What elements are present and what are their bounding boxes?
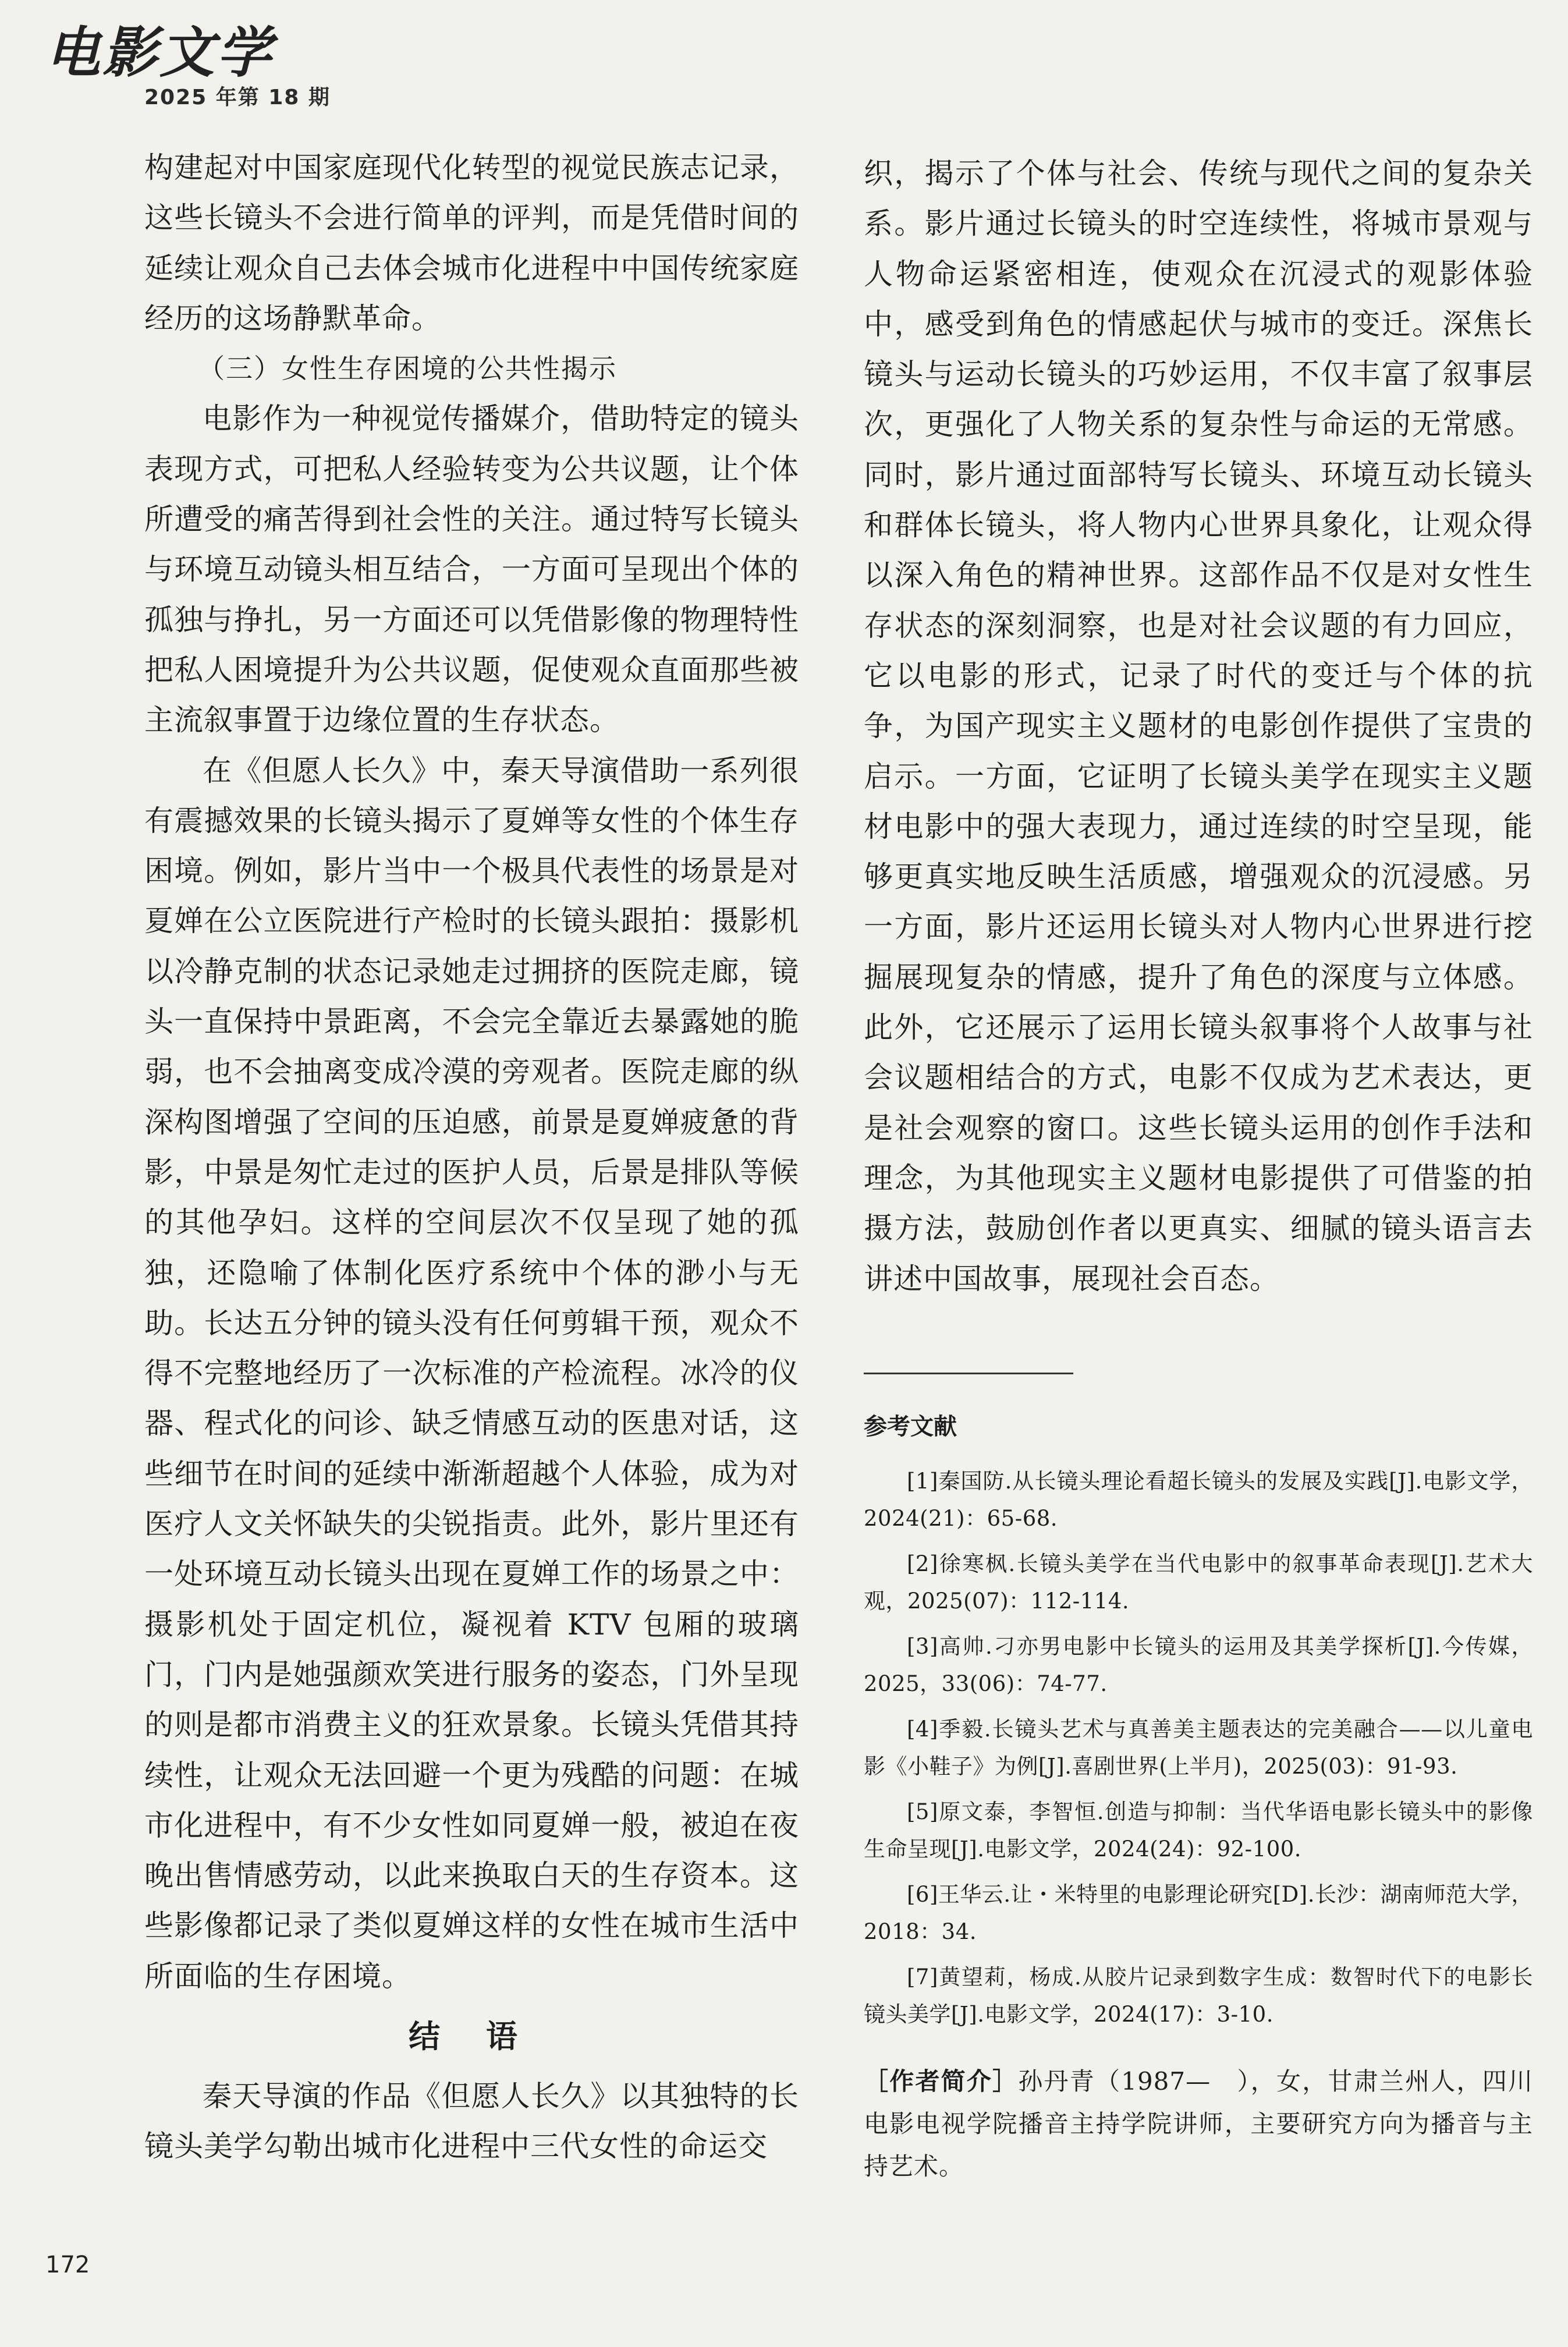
masthead xyxy=(45,23,331,111)
page-number: 172 xyxy=(45,2252,90,2278)
conclusion-heading: 结 语 xyxy=(409,2017,535,2055)
author-bio-text: 孙丹青（1987— ），女，甘肃兰州人，四川电影电视学院播音主持学院讲师，主要研究方向为播音与主持艺术。 xyxy=(864,2066,1533,2181)
section-subheading: （三）女性生存困境的公共性揭示 xyxy=(198,353,617,385)
reference-item: [5]原文泰，李智恒.创造与抑制：当代华语电影长镜头中的影像生命呈现[J].电影文学，2024(24)：92-100. xyxy=(864,1799,1533,1862)
paragraph-continued: 织，揭示了个体与社会、传统与现代之间的复杂关系。影片通过长镜头的时空连续性，将城市景观与人物命运紧密相连，使观众在沉浸式的观影体验中，感受到角色的情感起伏与城市的变迁。深焦长镜头与运动长镜头的巧妙运用，不仅丰富了叙事层次，更强化了人物关系的复杂性与命运的无常感。同时，影片通过面部特写长镜头、环境互动长镜头和群体长镜头，将人物内心世界具象化，让观众得以深入角色的精神世界。这部作品不仅是对女性生存状态的深刻洞察，也是对社会议题的有力回应，它以电影的形式，记录了时代的变迁与个体的抗争，为国产现实主义题材的电影创作提供了宝贵的启示。一方面，它证明了长镜头美学在现实主义题材电影中的强大表现力，通过连续的时空呈现，能够更真实地反映生活质感，增强观众的沉浸感。另一方面，影片还运用长镜头对人物内心世界进行挖掘展现复杂的情感，提升了角色的深度与立体感。此外，它还展示了运用长镜头叙事将个人故事与社会议题相结合的方式，电影不仅成为艺术表达，更是社会观察的窗口。这些长镜头运用的创作手法和理念，为其他现实主义题材电影提供了可借鉴的拍摄方法，鼓励创作者以更真实、细腻的镜头语言去讲述中国故事，展现社会百态。 xyxy=(864,157,1533,1296)
author-bio-label: ［作者简介］ xyxy=(864,2066,1019,2096)
reference-item: [7]黄望莉，杨成.从胶片记录到数字生成：数智时代下的电影长镜头美学[J].电影文学，2024(17)：3-10. xyxy=(864,1964,1533,2027)
references-heading: 参考文献 xyxy=(864,1413,957,1440)
divider xyxy=(864,1373,1073,1374)
paragraph: 在《但愿人长久》中，秦天导演借助一系列很有震撼效果的长镜头揭示了夏婵等女性的个体生存困境。例如，影片当中一个极具代表性的场景是对夏婵在公立医院进行产检时的长镜头跟拍：摄影机以冷静克制的状态记录她走过拥挤的医院走廊，镜头一直保持中景距离，不会完全靠近去暴露她的脆弱，也不会抽离变成冷漠的旁观者。医院走廊的纵深构图增强了空间的压迫感，前景是夏婵疲惫的背影，中景是匆忙走过的医护人员，后景是排队等候的其他孕妇。这样的空间层次不仅呈现了她的孤独，还隐喻了体制化医疗系统中个体的渺小与无助。长达五分钟的镜头没有任何剪辑干预，观众不得不完整地经历了一次标准的产检流程。冰冷的仪器、程式化的问诊、缺乏情感互动的医患对话，这些细节在时间的延续中渐渐超越个人体验，成为对医疗人文关怀缺失的尖锐指责。此外，影片里还有一处环境互动长镜头出现在夏婵工作的场景之中：摄影机处于固定机位，凝视着 KTV 包厢的玻璃门，门内是她强颜欢笑进行服务的姿态，门外呈现的则是都市消费主义的狂欢景象。长镜头凭借其持续性，让观众无法回避一个更为残酷的问题：在城市化进程中，有不少女性如同夏婵一般，被迫在夜晚出售情感劳动，以此来换取白天的生存资本。这些影像都记录了类似夏婵这样的女性在城市生活中所面临的生存困境。 xyxy=(144,753,799,1993)
reference-item: [2]徐寒枫.长镜头美学在当代电影中的叙事革命表现[J].艺术大观，2025(07)：112-114. xyxy=(864,1551,1533,1614)
author-bio xyxy=(864,2060,1533,2188)
reference-item: [6]王华云.让・米特里的电影理论研究[D].长沙：湖南师范大学，2018：34. xyxy=(864,1881,1533,1944)
reference-item: [3]高帅.刁亦男电影中长镜头的运用及其美学探析[J].今传媒，2025，33(06)：74-77. xyxy=(864,1633,1533,1696)
issue-number: 2025 年第 18 期 xyxy=(144,86,331,110)
reference-item: [4]季毅.长镜头艺术与真善美主题表达的完美融合——以儿童电影《小鞋子》为例[J].喜剧世界(上半月)，2025(03)：91-93. xyxy=(864,1716,1533,1779)
right-column xyxy=(864,148,1533,2188)
paragraph: 秦天导演的作品《但愿人长久》以其独特的长镜头美学勾勒出城市化进程中三代女性的命运交 xyxy=(144,2079,799,2164)
paragraph-continued: 构建起对中国家庭现代化转型的视觉民族志记录，这些长镜头不会进行简单的评判，而是凭借时间的延续让观众自己去体会城市化进程中中国传统家庭经历的这场静默革命。 xyxy=(144,151,799,335)
paragraph: 电影作为一种视觉传播媒介，借助特定的镜头表现方式，可把私人经验转变为公共议题，让个体所遭受的痛苦得到社会性的关注。通过特写长镜头与环境互动镜头相互结合，一方面可呈现出个体的孤独与挣扎，另一方面还可以凭借影像的物理特性把私人困境提升为公共议题，促使观众直面那些被主流叙事置于边缘位置的生存状态。 xyxy=(144,402,799,738)
left-column xyxy=(144,143,799,2172)
journal-logo: 电影文学 xyxy=(45,21,274,85)
reference-list xyxy=(864,1463,1533,2033)
reference-item: [1]秦国防.从长镜头理论看超长镜头的发展及实践[J].电影文学，2024(21)：65-68. xyxy=(864,1468,1533,1531)
